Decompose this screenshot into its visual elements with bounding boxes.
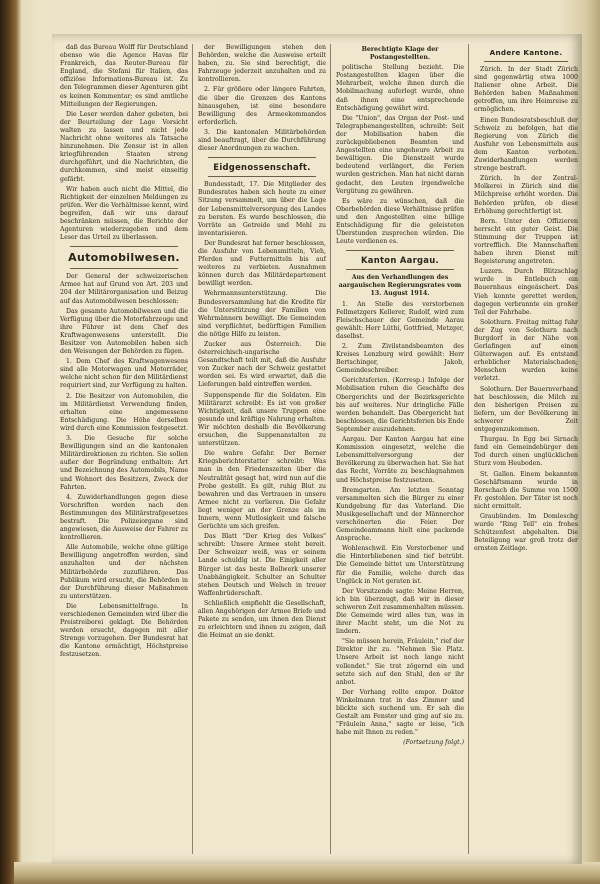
paragraph: Die wahre Gefahr. Der Berner Kriegsberichterstatter schreibt: Was man in den Friedenszeiten über die Neutralität gesagt hat, wird nun auf die Probe gestellt. Es gilt, ruhig Blut zu bewahren und das Vertrauen in unsere Armee nicht zu verlieren. Die Gefahr liegt weniger an der Grenze als im Innern, wenn Mutlosigkeit und falsche Gerüchte um sich greifen. [198,450,326,531]
paragraph: Bern. Unter den Offizieren herrscht ein guter Geist. Die Stimmung der Truppen ist vortrefflich. Die Mannschaften haben ihren Dienst mit Begeisterung angetreten. [474,217,578,266]
headline-automobilwesen: Automobilwesen. [68,251,180,265]
section-divider [208,157,316,158]
subheading-postangestellte: Berechtigte Klage der Postangestellten. [361,46,439,62]
paragraph: politische Stellung bezieht. Die Postangestellten klagen über die Mehrarbeit, welche ihnen durch die Mobilmachung auferlegt wurde, ohne daß ihnen eine entsprechende Entschädigung gewährt wird. [336,64,464,112]
section-divider [70,268,178,269]
book-binding [0,0,20,884]
page-edges [14,862,600,884]
paragraph: Solothurn. Freitag mittag fuhr der Zug von Solothurn nach Burgdorf in der Nähe von Gerlafingen auf einen Güterwagen auf. Es entstand erheblicher Materialschaden; Menschen wurden keine verletzt. [474,318,578,383]
paragraph: Alle Automobile, welche ohne gültige Bewilligung angetroffen werden, sind anzuhalten und der nächsten Militärbehörde zuzuführen. Das Publikum wird ersucht, die Behörden in der Durchführung dieser Maßnahmen zu unterstützen. [60,544,188,600]
column-4 [474,44,578,858]
column-3 [336,44,464,858]
paragraph: Das Blatt "Der Krieg des Volkes" schreibt: Unsere Armee steht bereit. Der Schweizer weiß, was er seinem Lande schuldig ist. Die Einigkeit aller Bürger ist das beste Bollwerk unserer Unabhängigkeit. Schulter an Schulter stehen Deutsch und Welsch in treuer Waffenbrüderschaft. [198,533,326,597]
column-rule [330,44,331,854]
paragraph: Gerichtsferien. (Korresp.) Infolge der Mobilisation ruhen die Geschäfte des Obergerichts und der Bezirksgerichte bis auf weiteres. Nur dringliche Fälle werden behandelt. Das Obergericht hat beschlossen, die Gerichtsferien bis Ende September auszudehnen. [336,377,464,433]
column-1 [60,44,188,858]
paragraph: 2. Für größere oder längere Fahrten, die über die Grenzen des Kantons hinausgehen, ist eine besondere Bewilligung des Armeekommandos erforderlich. [198,86,326,126]
paragraph: daß das Bureau Wolff für Deutschland ebenso wie die Agence Havas für Frankreich, das Reuter-Bureau für England, die Stefani für Italien, das offiziöse Informations-Bureau ist. Zu den Telegrammen dieser Agenturen gibt es keinen Kommentar; es sind amtliche Mitteilungen der Regierungen. [60,44,188,108]
paragraph: Bundesstadt, 17. Die Mitglieder des Bundesrates haben sich heute zu einer Sitzung versammelt, um über die Lage der Lebensmittelversorgung des Landes zu beraten. Es wurde beschlossen, die Vorräte an Getreide und Mehl zu inventarisieren. [198,181,326,237]
paragraph: 1. Dem Chef des Kraftwagenwesens sind alle Motorwagen und Motorräder, welche nicht schon für den Militärdienst requiriert sind, zur Verfügung zu halten. [60,358,188,390]
column-rule [468,44,469,854]
paragraph: Suppenspende für die Soldaten. Ein Militärarzt schreibt: Es ist von großer Wichtigkeit, daß unsere Truppen eine gesunde und kräftige Nahrung erhalten. Wir möchten deshalb die Bevölkerung ersuchen, die Suppenanstalten zu unterstützen. [198,391,326,448]
paragraph: Die Lebensmittelfrage. In verschiedenen Gemeinden wird über die Preistreiberei geklagt. Die Behörden werden ersucht, dagegen mit aller Strenge vorzugehen. Der Bundesrat hat die Kantone ermächtigt, Höchstpreise festzusetzen. [60,602,188,659]
paragraph: Bremgarten. Am letzten Sonntag versammelten sich die Bürger zu einer Kundgebung für das Vaterland. Die Musikgesellschaft und der Männerchor verschönerten die Feier. Der Gemeindeammann hielt eine packende Ansprache. [336,486,464,543]
paragraph: Solothurn. Der Bauernverband hat beschlossen, die Milch zu den bisherigen Preisen zu liefern, um der Bevölkerung in schwerer Zeit entgegenzukommen. [474,385,578,434]
column-rule [192,44,193,854]
continuation-note: (Fortsetzung folgt.) [403,739,464,747]
subheading-regierungsrat: Aus den Verhandlungen des aargauischen Regierungsrates vom 13. August 1914. [338,274,462,298]
paragraph: Graubünden. Im Domleschg wurde "Ring Tell" ein frohes Schützenfest abgehalten. Die Beteiligung war groß trotz der ernsten Zeitlage. [474,512,578,553]
section-divider [346,250,454,251]
section-divider [70,246,178,247]
paragraph: Wehrmannsunterstützung. Die Bundesversammlung hat die Kredite für die Unterstützung der Familien von Wehrmännern bewilligt. Die Gemeinden sind verpflichtet, bedürftigen Familien die nötige Hilfe zu leisten. [198,290,326,338]
paragraph: Wohlenschwil. Ein Verstorbener und die Hinterbliebenen sind tief betrübt. Die Gemeinde bittet um Unterstützung für die Familie, welche durch das Unglück in Not geraten ist. [336,545,464,585]
paragraph: Der Bundesrat hat ferner beschlossen, die Ausfuhr von Lebensmitteln, Vieh, Pferden und Futtermitteln bis auf weiteres zu verbieten. Ausnahmen können durch das Militärdepartement bewilligt werden. [198,239,326,288]
paragraph: Die Leser werden daher gebeten, bei der Beurteilung der Lage Vorsicht walten zu lassen und nicht jede Nachricht ohne weiteres als Tatsache hinzunehmen. Die Zensur ist in allen kriegführenden Staaten streng durchgeführt, und die Nachrichten, die durchkommen, sind meist einseitig gefärbt. [60,110,188,183]
paragraph: Luzern. Durch Blitzschlag wurde in Entlebuch ein Bauernhaus eingeäschert. Das Vieh konnte gerettet werden, dagegen verbrannte ein großer Teil der Fahrhabe. [474,268,578,316]
paragraph: Die "Union", das Organ der Post- und Telegraphenangestellten, schreibt: Seit der Mobilisation haben die zurückgebliebenen Beamten und Angestellten eine ungeheure Arbeit zu bewältigen. Die Dienstzeit wurde bedeutend verlängert, die Ferien wurden gestrichen. Man hat nicht daran gedacht, den Leuten irgendwelche Vergütung zu gewähren. [336,114,464,195]
paragraph: Zürich. In der Zentral-Molkerei in Zürich sind die Milchpreise erhöht worden. Die Behörden prüfen, ob diese Erhöhung gerechtfertigt ist. [474,175,578,215]
paragraph: 2. Die Besitzer von Automobilen, die im Militärdienst Verwendung finden, erhalten eine angemessene Entschädigung. Die Höhe derselben wird durch eine Kommission festgesetzt. [60,392,188,432]
paragraph: 3. Die Gesuche für solche Bewilligungen sind an die kantonalen Militärdirektionen zu richten. Sie sollen außer der Begründung enthalten: Art und Bezeichnung des Automobils, Name und Wohnort des Besitzers, Zweck der Fahrten. [60,435,188,491]
headline-kanton-aargau: Kanton Aargau. [361,255,439,266]
paragraph: Das gesamte Automobilwesen und die Verfügung über die Motorfahrzeuge und ihre Führer ist dem Chef des Kraftwagenwesens unterstellt. Die Besitzer von Automobilen haben sich den Weisungen der Behörden zu fügen. [60,307,188,356]
section-divider [484,61,568,62]
paragraph: Aargau. Der Kanton Aargau hat eine Kommission eingesetzt, welche die Lebensmittelversorgung der Bevölkerung zu überwachen hat. Sie hat das Recht, Vorräte zu beschlagnahmen und Höchstpreise festzusetzen. [336,436,464,484]
paragraph: Zürich. In der Stadt Zürich sind gegenwärtig etwa 1000 Italiener ohne Arbeit. Die Behörden haben Maßnahmen getroffen, um ihre Heimreise zu ermöglichen. [474,66,578,114]
paragraph: 4. Zuwiderhandlungen gegen diese Vorschriften werden nach den Bestimmungen des Militärstrafgesetzes bestraft. Die Polizeiorgane sind angewiesen, die Ausweise der Fahrer zu kontrollieren. [60,493,188,542]
headline-eidgenossenschaft: Eidgenossenschaft. [213,162,311,173]
section-divider [346,269,454,270]
paragraph: Schließlich empfiehlt die Gesellschaft, allen Angehörigen der Armee Briefe und Pakete zu senden, um ihnen den Dienst zu erleichtern und ihnen zu zeigen, daß die Heimat an sie denkt. [198,599,326,640]
paragraph: 2. Zum Zivilstandsbeamten des Kreises Lenzburg wird gewählt: Herr Bertschinger, Jakob, Gemeindeschreiber. [336,343,464,375]
paragraph: Der General der schweizerischen Armee hat auf Grund von Art. 203 und 204 der Militärorganisation und Beizug auf das Automobilwesen beschlossen: [60,273,188,305]
paragraph: St. Gallen. Einem bekannten Geschäftsmann wurde in Rorschach die Summe von 1500 Fr. gestohlen. Der Täter ist noch nicht ermittelt. [474,470,578,510]
paragraph: der Bewilligungen stehen den Behörden, welche die Ausweise erteilt haben, zu. Sie sind berechtigt, die Fahrzeuge jederzeit anzuhalten und zu kontrollieren. [198,44,326,84]
paragraph: Wir haben auch nicht die Mittel, die Richtigkeit der einzelnen Meldungen zu prüfen. Wer die Verhältnisse kennt, wird begreifen, daß wir uns darauf beschränken müssen, die Berichte der Agenturen wiederzugeben und dem Leser das Urteil zu überlassen. [60,185,188,242]
paragraph: Der Vorsitzende sagte: Meine Herren, ich bin überzeugt, daß wir in dieser schweren Zeit zusammenhalten müssen. Die Gemeinde wird alles tun, was in ihrer Macht steht, um die Not zu lindern. [336,587,464,636]
paragraph: 3. Die kantonalen Militärbehörden sind beauftragt, über die Durchführung dieser Anordnungen zu wachen. [198,128,326,153]
paragraph: Es wäre zu wünschen, daß die Oberbehörden diese Verhältnisse prüfen und den Angestellten eine billige Entschädigung für die geleisteten Überstunden zusprechen würden. Die Leute verdienen es. [336,197,464,246]
newspaper-page [52,34,582,864]
paragraph: Einen Bundesratsbeschluß der Schweiz zu befolgen, hat die Regierung von Zürich die Ausfuhr von Lebensmitteln aus dem Kanton verboten. Zuwiderhandlungen werden strenge bestraft. [474,116,578,173]
paragraph: Der Vorhang rollte empor. Doktor Winkelmann trat in das Zimmer und blickte sich suchend um. Er sah die Gestalt am Fenster und ging auf sie zu. "Fräulein Anna," sagte er leise, "ich habe mit Ihnen zu reden." [336,688,464,737]
paragraph: 1. An Stelle des verstorbenen Fellmetzgers Kellerer, Rudolf, wird zum Fleischschauer der Gemeinde Aarau gewählt: Herr Lüthi, Gottfried, Metzger, daselbst. [336,300,464,340]
paragraph: "Sie müssen herein, Fräulein," rief der Direktor ihr zu. "Nehmen Sie Platz. Unsere Arbeit ist noch lange nicht vollendet." Sie trat zögernd ein und setzte sich auf den Stuhl, den er ihr anbot. [336,638,464,686]
paragraph: Zucker aus Österreich. Die österreichisch-ungarische Gesandtschaft teilt mit, daß die Ausfuhr von Zucker nach der Schweiz gestattet worden sei. Es wird erwartet, daß die Lieferungen bald eintreffen werden. [198,341,326,389]
section-divider [208,176,316,177]
column-2 [198,44,326,858]
headline-andere-kantone: Andere Kantone. [489,48,563,57]
paragraph: Thurgau. In Egg bei Sirnach fand ein Gemeindebürger den Tod durch einen unglücklichen Sturz vom Heuboden. [474,436,578,468]
